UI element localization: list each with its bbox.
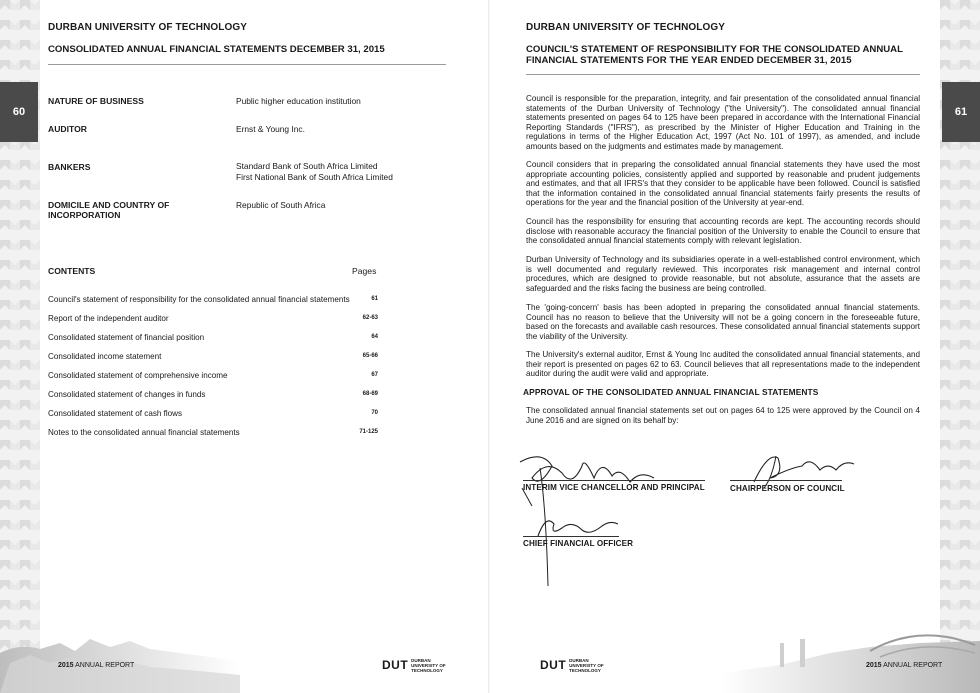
- toc-item-pages: 62-63: [362, 315, 378, 321]
- toc-item[interactable]: [48, 390, 378, 402]
- info-value-bankers-1: Standard Bank of South Africa Limited: [236, 161, 378, 171]
- signature-line: [523, 480, 705, 481]
- toc-item-pages: 70: [371, 410, 378, 416]
- toc-item-pages: 65-66: [362, 353, 378, 359]
- toc-item-title: Notes to the consolidated annual financial statements: [48, 428, 240, 437]
- toc-item-title: Report of the independent auditor: [48, 314, 169, 323]
- info-value-bankers-2: First National Bank of South Africa Limited: [236, 172, 393, 182]
- toc-item-title: Consolidated income statement: [48, 352, 162, 361]
- footer-annual-report: 2015 ANNUAL REPORT: [866, 662, 943, 669]
- info-value-nature: Public higher education institution: [236, 96, 361, 106]
- info-value-domicile: Republic of South Africa: [236, 200, 326, 210]
- info-label-auditor: AUDITOR: [48, 124, 87, 134]
- toc-item-pages: 71-125: [359, 429, 378, 435]
- signature-line: [523, 536, 619, 537]
- org-name: DURBAN UNIVERSITY OF TECHNOLOGY: [48, 22, 248, 33]
- signature-caption-vice-chancellor: INTERIM VICE CHANCELLOR AND PRINCIPAL: [523, 483, 705, 492]
- contents-heading: CONTENTS: [48, 266, 96, 276]
- signature-line: [730, 480, 842, 481]
- stadium-illustration: [720, 613, 980, 693]
- paragraph: The 'going-concern' basis has been adopted in preparing the consolidated annual financial statements. Council has no reason to believe that the University will not be a going concern in the foreseeable future, based on the forecasts and available cash resources. These consolidated annual financial statements support the viability of the University.: [526, 303, 920, 341]
- toc-item[interactable]: [48, 295, 378, 307]
- toc-item-title: Consolidated statement of changes in funds: [48, 390, 206, 399]
- page-title: CONSOLIDATED ANNUAL FINANCIAL STATEMENTS DECEMBER 31, 2015: [48, 44, 385, 55]
- page-title-line-1: COUNCIL'S STATEMENT OF RESPONSIBILITY FOR THE CONSOLIDATED ANNUAL: [526, 44, 903, 55]
- toc-item-title: Council's statement of responsibility for the consolidated annual financial statements: [48, 295, 350, 304]
- info-label-bankers: BANKERS: [48, 162, 91, 172]
- toc-item[interactable]: [48, 371, 378, 383]
- dut-logo-text: DURBAN UNIVERSITY OF TECHNOLOGY: [569, 657, 604, 673]
- paragraph: The University's external auditor, Ernst & Young Inc audited the consolidated annual financial statements, and their report is presented on pages 62 to 63. Council believes that all representations made to the independent auditor during the audit were valid and appropriate.: [526, 350, 920, 378]
- info-label-domicile-2: INCORPORATION: [48, 210, 121, 220]
- dut-logo-text: DURBAN UNIVERSITY OF TECHNOLOGY: [411, 657, 446, 673]
- toc-item-title: Consolidated statement of cash flows: [48, 409, 183, 418]
- toc-item-title: Consolidated statement of financial position: [48, 333, 205, 342]
- toc-item-pages: 67: [371, 372, 378, 378]
- signature-caption-chairperson: CHAIRPERSON OF COUNCIL: [730, 484, 845, 493]
- info-label-nature: NATURE OF BUSINESS: [48, 96, 144, 106]
- signature-cfo: [532, 510, 622, 542]
- paragraph: Council is responsible for the preparation, integrity, and fair presentation of the consolidated annual financial statements of the Durban University of Technology ("the University"). The consolidated annual financial statements presented on pages 64 to 125 have been prepared in accordance with the International Financial Reporting Standards ("IFRS"), as prescribed by the Minister of Higher Education and Training in the regulations in terms of the Higher Education Act, 1997 (Act No. 101 of 1997), as amended, and include amounts based on the judgments and estimates made by management.: [526, 94, 920, 151]
- skyline-illustration: [0, 613, 240, 693]
- approval-text: The consolidated annual financial statements set out on pages 64 to 125 were approved by the Council on 4 June 2016 and are signed on its behalf by:: [526, 406, 920, 425]
- info-value-auditor: Ernst & Young Inc.: [236, 124, 305, 134]
- footer-annual-report: 2015 ANNUAL REPORT: [58, 662, 135, 669]
- approval-heading: APPROVAL OF THE CONSOLIDATED ANNUAL FINANCIAL STATEMENTS: [523, 387, 819, 397]
- toc-item[interactable]: [48, 352, 378, 364]
- dut-logo-mark: DUT: [382, 658, 409, 672]
- page-title-line-2: FINANCIAL STATEMENTS FOR THE YEAR ENDED DECEMBER 31, 2015: [526, 55, 852, 66]
- toc-item-pages: 64: [371, 334, 378, 340]
- info-label-domicile: DOMICILE AND COUNTRY OF: [48, 200, 170, 210]
- org-name: DURBAN UNIVERSITY OF TECHNOLOGY: [526, 22, 726, 33]
- header-rule: [526, 74, 920, 75]
- header-rule: [48, 64, 446, 65]
- toc-item-title: Consolidated statement of comprehensive income: [48, 371, 228, 380]
- toc-item-pages: 68-69: [362, 391, 378, 397]
- paragraph: Council has the responsibility for ensuring that accounting records are kept. The accounting records should disclose with reasonable accuracy the financial position of the University to enable the Council to ensure that the consolidated annual financial statements comply with relevant legislation.: [526, 217, 920, 245]
- toc-item[interactable]: [48, 333, 378, 345]
- paragraph: Durban University of Technology and its subsidiaries operate in a well-established control environment, which is well documented and regularly reviewed. This incorporates risk management and internal control procedures, which are designed to provide reasonable, but not absolute, assurance that the assets are safeguarded and the risks facing the business are being controlled.: [526, 255, 920, 293]
- dut-logo: [540, 656, 604, 674]
- page-number-tab: 60: [0, 82, 38, 142]
- paragraph: Council considers that in preparing the consolidated annual financial statements they have used the most appropriate accounting policies, consistently applied and supported by reasonable and prudent judgements and estimates, and that all IFRS's that they consider to be applicable have been followed. Council is satisfied that the information contained in the consolidated annual financial statements fairly presents the results of operations for the year and the financial position of the University at year-end.: [526, 160, 920, 207]
- dut-logo-mark: DUT: [540, 658, 567, 672]
- toc-item[interactable]: [48, 409, 378, 421]
- contents-pages-heading: Pages: [352, 266, 377, 276]
- dut-logo: [382, 656, 446, 674]
- page-number-tab: 61: [942, 82, 980, 142]
- toc-item[interactable]: [48, 314, 378, 326]
- toc-item-pages: 61: [371, 296, 378, 302]
- signature-caption-cfo: CHIEF FINANCIAL OFFICER: [523, 539, 634, 548]
- toc-item[interactable]: [48, 428, 378, 440]
